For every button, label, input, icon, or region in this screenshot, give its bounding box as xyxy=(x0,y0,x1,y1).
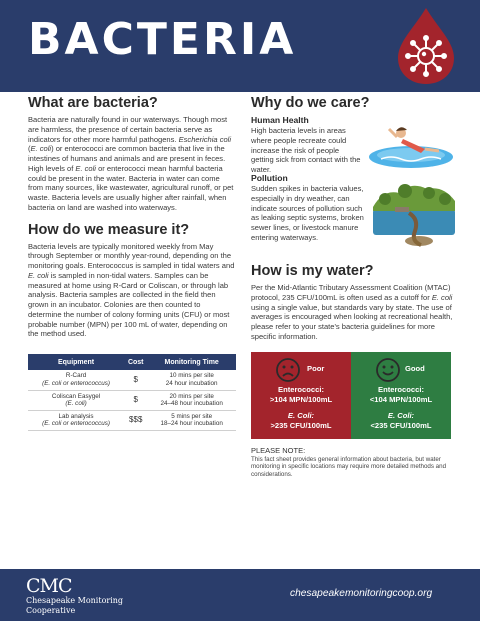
footer-banner xyxy=(0,569,480,621)
right-column xyxy=(251,95,456,479)
what-heading: What are bacteria? xyxy=(28,95,158,111)
note-body: This fact sheet provides general information about bacteria, but water monitoring in specific locations may require more detailed methods and considerations. xyxy=(251,455,447,478)
health-body: High bacteria levels in areas where people recreate could increase the risk of people getting sick from contact with the water. xyxy=(251,126,361,174)
table-header-row xyxy=(28,354,236,370)
equipment-cell: R-Card (E. coli or enterococcus) xyxy=(28,370,124,390)
table-row xyxy=(28,410,236,430)
pollution-title: Pollution xyxy=(251,173,288,183)
pollution-illustration xyxy=(371,179,457,254)
equipment-cell: Coliscan Easygel (E. coli) xyxy=(28,390,124,410)
cost-cell: $$$ xyxy=(124,410,147,430)
poor-entero-value: >104 MPN/100mL xyxy=(269,394,333,404)
water-paragraph: Per the Mid-Atlantic Tributary Assessment Coalition (MTAC) protocol, 235 CFU/100mL is often used as a cutoff for E. coli using a single value, but standards vary by state. The use of averages is encouraged when looking at recreational health, please refer to your state's bacteria guidelines for more specific information. xyxy=(251,283,453,341)
sad-face-icon xyxy=(275,357,301,383)
health-title: Human Health xyxy=(251,115,309,125)
logo-line-1: Chesapeake Monitoring xyxy=(26,596,124,605)
time-cell: 5 mins per site 18–24 hour incubation xyxy=(147,410,236,430)
good-ecoli-label: E. Coli: xyxy=(387,410,415,420)
page-title: BACTERIA xyxy=(28,14,297,65)
header-time: Monitoring Time xyxy=(147,354,236,370)
header-equipment: Equipment xyxy=(28,354,124,370)
water-heading: How is my water? xyxy=(251,263,374,279)
table-row xyxy=(28,370,236,390)
human-health-section xyxy=(251,115,456,174)
poor-label: Poor xyxy=(307,363,325,373)
good-ecoli-value: <235 CFU/100mL xyxy=(370,420,432,430)
table-row xyxy=(28,390,236,410)
poor-ecoli-value: >235 CFU/100mL xyxy=(270,420,332,430)
website-link[interactable]: chesapeakemonitoringcoop.org xyxy=(290,588,433,599)
note-title: PLEASE NOTE: xyxy=(251,445,306,455)
poor-ecoli-label: E. Coli: xyxy=(287,410,315,420)
left-column xyxy=(28,95,236,431)
cost-cell: $ xyxy=(124,370,147,390)
header-cost: Cost xyxy=(124,354,147,370)
measure-heading: How do we measure it? xyxy=(28,221,190,238)
equipment-table xyxy=(28,354,236,431)
happy-face-icon xyxy=(375,357,401,383)
good-label: Good xyxy=(405,363,425,373)
measure-paragraph: Bacteria levels are typically monitored weekly from May through September or monthly year-round, depending on the monitoring goals. Enterococcus is sampled in tidal waters and E. coli is sampled in non-tidal waters. Samples can be measured at home using R-Card or Coliscan, or through lab analysis. Bacteria samples are collected in the field then grown in an incubator. Colonies are then counted to determine the number of colony forming units (CFU) or most probable number (MPN) per 100 mL of water, depending on the method used. xyxy=(28,241,235,339)
time-cell: 20 mins per site 24–48 hour incubation xyxy=(147,390,236,410)
logo-line-2: Cooperative xyxy=(26,606,76,615)
good-panel xyxy=(351,352,451,439)
good-entero-value: <104 MPN/100mL xyxy=(369,394,433,404)
bacteria-drop-icon xyxy=(394,6,458,86)
water-quality-panels xyxy=(251,352,451,439)
poor-entero-label: Enterococci: xyxy=(278,384,324,394)
what-paragraph: Bacteria are naturally found in our waterways. Though most are harmless, the presence of certain bacteria serve as indicators for other more harmful pathogens. Escherichia coli (E. coli) or enterococci are common bacteria that live in the intestines of humans and animals and are present in feces. High levels of E. coli or enterococci mean harmful bacteria could be present in the water. Bacteria in water can come from many sources, like wastewater, agricultural runoff, or pet waste. Bacteria levels are usually higher after rainfall, when bacteria on land are washed into waterways. xyxy=(28,115,234,212)
cost-cell: $ xyxy=(124,390,147,410)
good-entero-label: Enterococci: xyxy=(378,384,424,394)
poor-panel xyxy=(251,352,351,439)
pollution-section xyxy=(251,173,456,263)
swimmer-illustration xyxy=(367,121,453,176)
pollution-body: Sudden spikes in bacteria values, especially in dry weather, can indicate sources of pollution such as leaking septic systems, broken sewer lines, or livestock manure entering waterways. xyxy=(251,184,364,242)
header-banner xyxy=(0,0,480,92)
equipment-cell: Lab analysis (E. coli or enterococcus) xyxy=(28,410,124,430)
time-cell: 10 mins per site 24 hour incubation xyxy=(147,370,236,390)
cmc-logo: CMC xyxy=(26,575,72,597)
why-heading: Why do we care? xyxy=(251,95,370,111)
